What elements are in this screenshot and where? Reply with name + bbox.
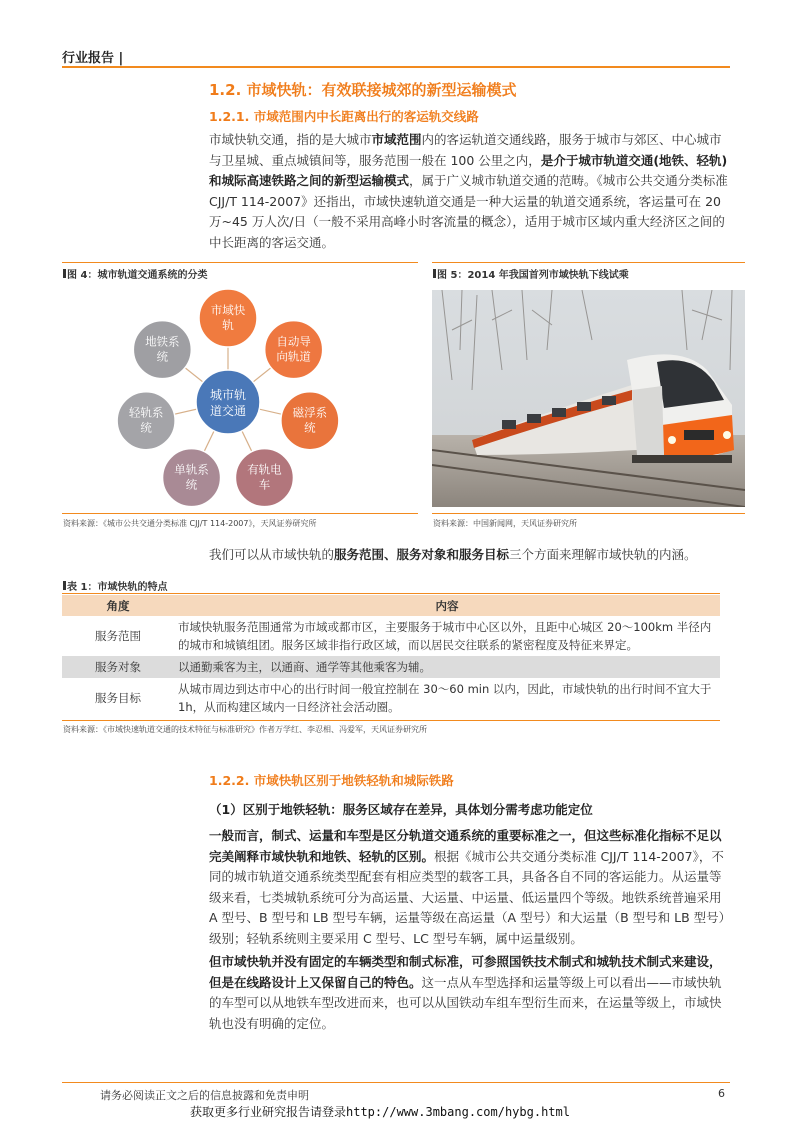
diagram-node-label: 轨 xyxy=(222,318,234,332)
diagram-node-label: 自动导 xyxy=(276,334,311,349)
row-value: 以通勤乘客为主，以通商、通学等其他乘客为辅。 xyxy=(174,656,720,678)
row-key: 服务对象 xyxy=(62,656,174,678)
table1-top-rule xyxy=(62,593,720,594)
table-row xyxy=(62,678,720,718)
figure5-title: 图 5：2014 年我国首列市域快轨下线试乘 xyxy=(433,266,629,281)
diagram-node-label: 轻轨系 xyxy=(128,405,164,420)
promo-link-text[interactable]: 获取更多行业研究报告请登录http://www.3mbang.com/hybg.html xyxy=(190,1105,570,1119)
diagram-node xyxy=(265,321,323,379)
intro2-paragraph: 我们可以从市域快轨的服务范围、服务对象和服务目标三个方面来理解市域快轨的内涵。 xyxy=(209,547,697,562)
footer-disclaimer: 请务必阅读正文之后的信息披露和免责申明 xyxy=(100,1089,309,1102)
figure4-source: 资料来源：《城市公共交通分类标准 CJJ/T 114-2007》，天风证券研究所 xyxy=(63,519,317,528)
table-header-content: 内容 xyxy=(174,595,720,616)
diagram-center-node xyxy=(196,370,260,434)
features-table xyxy=(62,595,720,718)
diagram-center-label: 道交通 xyxy=(209,404,247,418)
subsection-title: 1.2.1. 市域范围内中长距离出行的客运轨交线路 xyxy=(209,109,479,124)
table1-source: 资料来源：《市域快速轨道交通的技术特征与标准研究》作者万学红、李忍相、冯爱军，天风证券研究所 xyxy=(63,725,427,734)
diagram-node xyxy=(163,449,221,507)
diagram-node xyxy=(199,289,257,347)
diagram-node-label: 磁浮系 xyxy=(292,405,328,420)
diagram-node xyxy=(117,392,175,450)
footer-divider xyxy=(62,1082,730,1083)
diagram-node-label: 车 xyxy=(258,477,271,492)
diagram-node-label: 统 xyxy=(156,349,169,364)
figure5-bottom-rule xyxy=(432,513,745,514)
diagram-node-label: 统 xyxy=(140,420,152,435)
diagram-node-label: 统 xyxy=(304,420,316,435)
rail-classification-diagram xyxy=(62,282,418,512)
table-header-angle: 角度 xyxy=(62,595,174,616)
section2-paragraph-2: 但市域快轨并没有固定的车辆类型和制式标准，可参照国铁技术制式和城轨技术制式来建设，但是在线路设计上又保留自己的特色。这一点从车型选择和运量等级上可以看出——市域快轨的车型可以从地铁车型改进而来，也可以从国铁动车组车型衍生而来，在运量等级上，市域快轨也没有明确的定位。 xyxy=(209,954,722,1031)
diagram-node-label: 市域快 xyxy=(210,303,246,317)
diagram-node-label: 有轨电 xyxy=(247,462,282,477)
figure4-title: 图 4：城市轨道交通系统的分类 xyxy=(63,266,207,281)
header-divider xyxy=(62,66,730,68)
figure4-top-rule xyxy=(62,262,418,263)
table1-title: 表 1：市域快轨的特点 xyxy=(63,578,167,593)
report-header-label: 行业报告 | xyxy=(62,51,124,66)
section-title: 1.2. 市域快轨：有效联接城郊的新型运输模式 xyxy=(209,81,517,99)
diagram-node-label: 向轨道 xyxy=(276,349,311,364)
row-value: 从城市周边到达市中心的出行时间一般宜控制在 30～60 min 以内，因此，市域快轨的出行时间不宜大于 1h，从而构建区域内一日经济社会活动圈。 xyxy=(178,682,712,714)
train-photo xyxy=(432,290,745,507)
diagram-node xyxy=(281,392,339,450)
diagram-node-label: 地铁系 xyxy=(145,334,180,349)
table1-bottom-rule xyxy=(62,720,720,721)
page-number: 6 xyxy=(718,1087,725,1100)
row-key: 服务范围 xyxy=(95,629,141,643)
section2-subheading: （1）区别于地铁轻轨：服务区域存在差异，具体划分需考虑功能定位 xyxy=(209,802,593,817)
diagram-center-label: 城市轨 xyxy=(209,388,247,402)
section2-title: 1.2.2. 市域快轨区别于地铁轻轨和城际铁路 xyxy=(209,773,454,788)
intro-paragraph: 市域快轨交通，指的是大城市市域范围内的客运轨道交通线路，服务于城市与郊区、中心城市与卫星城、重点城镇间等，服务范围一般在 100 公里之内，是介于城市轨道交通(地铁、轻轨)和城际高速铁路之间的新型运输模式，属于广义城市轨道交通的范畴。《城市公共交通分类标准 CJJ/T 114-2007》还指出，市域快速轨道交通是一种大运量的轨道交通系统，客运量可在 20 万~45 万人次/日（一般不采用高峰小时客流量的概念），适用于城市区域内重大经济区之间的中长距离的客运交通。 xyxy=(209,132,728,250)
figure5-top-rule xyxy=(432,262,745,263)
row-value: 市域快轨服务范围通常为市域或都市区，主要服务于城市中心区以外，且距中心城区 20～100km 半径内的城市和城镇组团。服务区域非指行政区域，而以居民交往联系的紧密程度及特征来界定。 xyxy=(178,620,712,652)
section2-paragraph-1: 一般而言，制式、运量和车型是区分轨道交通系统的重要标准之一，但这些标准化指标不足以完美阐释市域快轨和地铁、轻轨的区别。根据《城市公共交通分类标准 CJJ/T 114-2007》，不同的城市轨道交通系统类型配套有相应类型的载客工具，具备各自不同的客运能力。从运量等级来看，七类城轨系统可分为高运量、大运量、中运量、低运量四个等级。地铁系统普遍采用 A 型号、B 型号和 LB 型号车辆，运量等级在高运量（A 型号）和大运量（B 型号和 LB 型号）级别；轻轨系统则主要采用 C 型号、LC 型号车辆，属中运量级别。 xyxy=(209,828,725,946)
figure5-source: 资料来源：中国新闻网，天风证券研究所 xyxy=(433,519,577,528)
diagram-node xyxy=(235,449,293,507)
table-row xyxy=(62,616,720,656)
diagram-node-label: 统 xyxy=(185,477,198,492)
row-key: 服务目标 xyxy=(95,691,141,705)
figure4-bottom-rule xyxy=(62,513,418,514)
diagram-node-label: 单轨系 xyxy=(174,462,209,477)
table-row xyxy=(62,656,720,678)
diagram-node xyxy=(133,321,191,379)
